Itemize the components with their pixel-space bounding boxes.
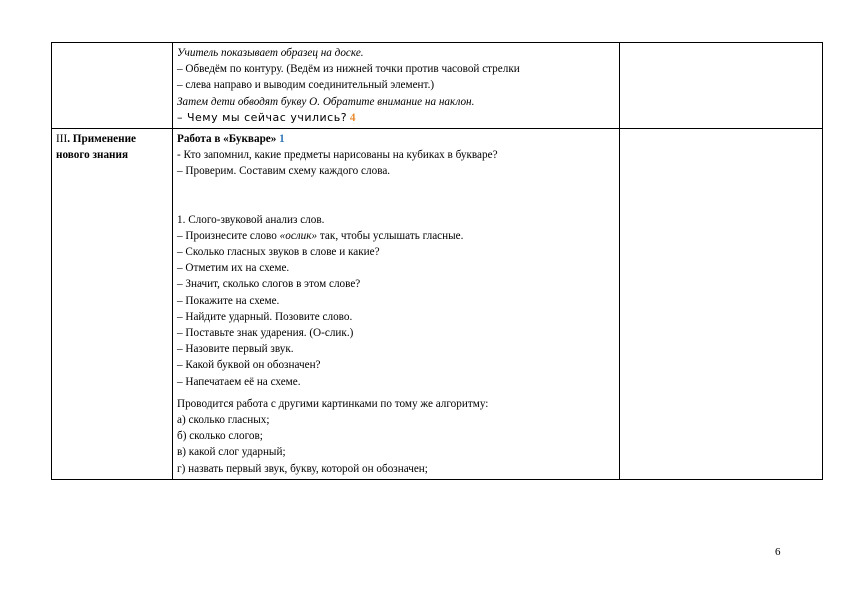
stage-title-cont: нового знания xyxy=(56,149,128,162)
page-number: 6 xyxy=(775,546,781,558)
notes-cell xyxy=(620,43,823,129)
text-line: – Покажите на схеме. xyxy=(177,294,280,307)
list-item: в) какой слог ударный; xyxy=(177,446,286,459)
stage-cell xyxy=(52,129,173,480)
text-line: – Обведём по контуру. (Ведём из нижней точки против часовой стрелки xyxy=(177,63,520,76)
text-line: – Отметим их на схеме. xyxy=(177,262,290,275)
notes-cell xyxy=(620,129,823,480)
text-line: – Проверим. Составим схему каждого слова. xyxy=(177,165,391,178)
analysis-title: 1. Слого-звуковой анализ слов. xyxy=(177,213,325,226)
question-number: 4 xyxy=(349,111,356,124)
table-row xyxy=(52,129,823,480)
question-text: – Чему мы сейчас учились? xyxy=(177,110,348,124)
teacher-note: Учитель показывает образец на доске. xyxy=(177,47,364,59)
algorithm-intro: Проводится работа с другими картинками по тому же алгоритму: xyxy=(177,397,489,410)
text-line: – Найдите ударный. Позовите слово. xyxy=(177,310,353,323)
activity-cell xyxy=(173,129,620,480)
then-note: Затем дети обводят букву О. Обратите внимание на наклон. xyxy=(177,95,475,108)
stage-title: III. Применение xyxy=(56,133,137,146)
lesson-table xyxy=(51,42,823,480)
text-line: – слева направо и выводим соединительный элемент.) xyxy=(177,79,435,92)
example-word: «ослик» xyxy=(279,229,318,242)
question-line xyxy=(177,110,615,126)
list-item: а) сколько гласных; xyxy=(177,414,270,427)
list-item: б) сколько слогов; xyxy=(177,430,263,443)
text-line: – Напечатаем её на схеме. xyxy=(177,375,301,388)
list-item: г) назвать первый звук, букву, которой он обозначен; xyxy=(177,462,428,475)
work-title-line xyxy=(177,131,615,147)
text-line: – Значит, сколько слогов в этом слове? xyxy=(177,278,361,291)
text-line: – Какой буквой он обозначен? xyxy=(177,359,321,372)
work-title: Работа в «Букваре» xyxy=(177,133,277,146)
text-line: - Кто запомнил, какие предметы нарисованы на кубиках в букваре? xyxy=(177,149,498,162)
stage-cell xyxy=(52,43,173,129)
text-line: – Произнесите слово «ослик» так, чтобы услышать гласные. xyxy=(177,229,464,242)
work-number: 1 xyxy=(279,133,285,146)
text-line: – Назовите первый звук. xyxy=(177,343,294,356)
activity-cell xyxy=(173,43,620,129)
text-line: – Сколько гласных звуков в слове и какие? xyxy=(177,246,380,259)
text-line: – Поставьте знак ударения. (О-слик.) xyxy=(177,327,354,340)
table-row xyxy=(52,43,823,129)
